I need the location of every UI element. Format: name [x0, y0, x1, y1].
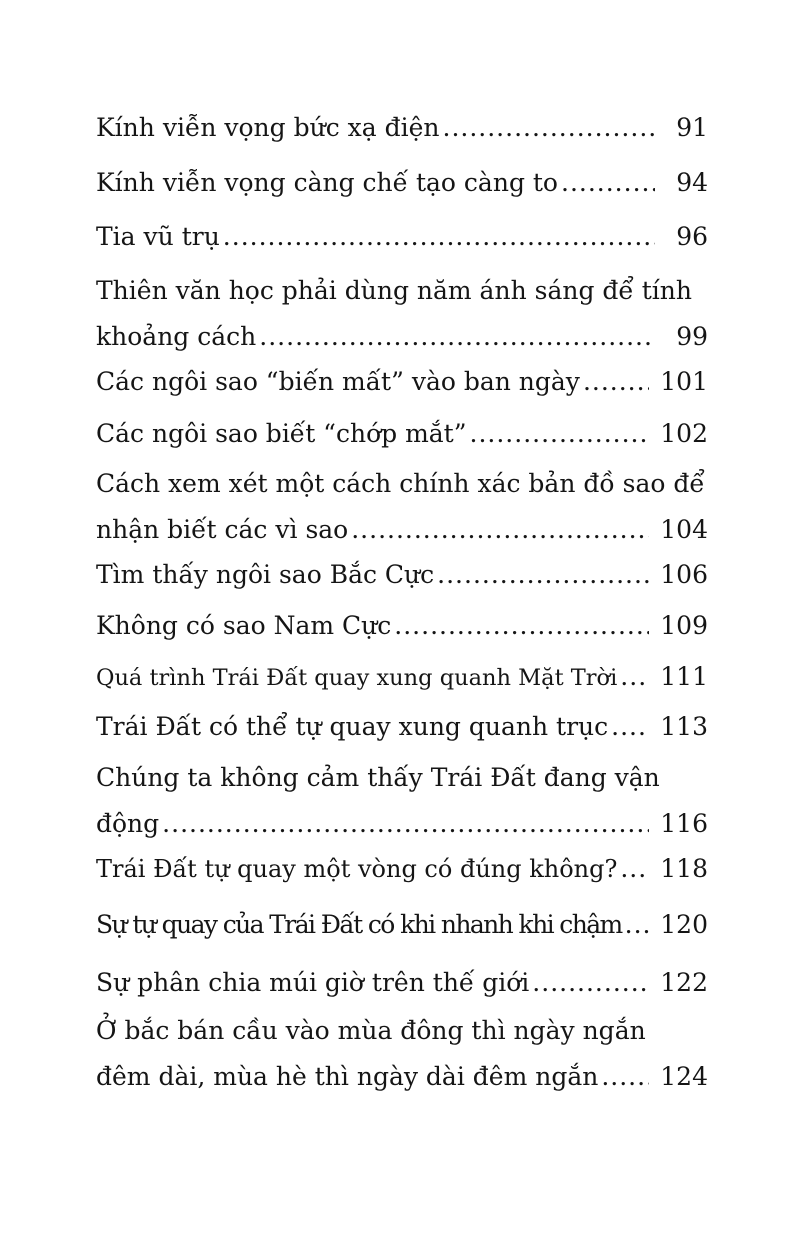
- toc-leader-dots: [394, 603, 649, 649]
- toc-line: [96, 801, 708, 847]
- toc-page-number: 116: [660, 809, 708, 838]
- toc-entry-title: Chúng ta không cảm thấy Trái Đất đang vận: [96, 763, 660, 792]
- toc-entry-title: Ở bắc bán cầu vào mùa đông thì ngày ngắn: [96, 1016, 646, 1045]
- toc-line: [96, 411, 708, 457]
- toc-line: [96, 1054, 708, 1100]
- toc-page-number: 113: [660, 712, 708, 741]
- toc-entry-title: Không có sao Nam Cực: [96, 611, 392, 640]
- toc-line: [96, 105, 708, 151]
- toc-line: [96, 902, 708, 948]
- toc-entry-title: Các ngôi sao “biến mất” vào ban ngày: [96, 367, 580, 396]
- toc-leader-dots: [437, 552, 649, 598]
- toc-line: [96, 1008, 708, 1054]
- toc-entry-title: Cách xem xét một cách chính xác bản đồ sao để: [96, 469, 705, 498]
- toc-leader-dots: [162, 801, 649, 847]
- toc-entry-title: Thiên văn học phải dùng năm ánh sáng để tính: [96, 276, 692, 305]
- toc-entry-title: Trái Đất có thể tự quay xung quanh trục: [96, 712, 609, 741]
- toc-entry[interactable]: [96, 552, 708, 598]
- toc-entry[interactable]: [96, 411, 708, 457]
- toc-leader-dots: [620, 654, 649, 700]
- toc-line: [96, 960, 708, 1006]
- toc-leader-dots: [443, 105, 656, 151]
- toc-line: [96, 359, 708, 405]
- toc-entry[interactable]: [96, 603, 708, 649]
- toc-entry[interactable]: [96, 214, 708, 260]
- toc-entry-title: Kính viễn vọng bức xạ điện: [96, 113, 440, 142]
- toc-page-number: 122: [660, 968, 708, 997]
- toc-entry[interactable]: [96, 902, 708, 948]
- toc-line: [96, 214, 708, 260]
- toc-entry-title: Sự phân chia múi giờ trên thế giới: [96, 968, 530, 997]
- toc-entry-title: Quá trình Trái Đất quay xung quanh Mặt Trời: [96, 665, 618, 691]
- toc-entry-title: Tìm thấy ngôi sao Bắc Cực: [96, 560, 435, 589]
- toc-page-number: 118: [660, 854, 708, 883]
- toc-entry-title: Tia vũ trụ: [96, 222, 220, 251]
- toc-line: [96, 552, 708, 598]
- toc-entry-title: động: [96, 809, 160, 838]
- toc-page-number: 106: [660, 560, 708, 589]
- toc-page-number: 99: [676, 322, 708, 351]
- toc-line: [96, 603, 708, 649]
- toc-leader-dots: [561, 160, 655, 206]
- toc-entry[interactable]: [96, 704, 708, 750]
- toc-line: [96, 461, 708, 507]
- toc-entry-title: khoảng cách: [96, 322, 257, 351]
- toc-page-number: 109: [660, 611, 708, 640]
- toc-page-number: 102: [660, 419, 708, 448]
- toc-page-number: 120: [660, 910, 708, 939]
- toc-entry-title: Sự tự quay của Trái Đất có khi nhanh khi chậm: [96, 910, 622, 939]
- toc-entry[interactable]: [96, 268, 708, 360]
- toc-entry-title: Các ngôi sao biết “chớp mắt”: [96, 419, 467, 448]
- toc-page-number: 91: [676, 113, 708, 142]
- toc-leader-dots: [620, 846, 649, 892]
- toc-entry[interactable]: [96, 960, 708, 1006]
- toc-line: [96, 160, 708, 206]
- toc-line: [96, 654, 708, 700]
- toc-leader-dots: [259, 314, 655, 360]
- toc-leader-dots: [625, 902, 650, 948]
- toc-entry[interactable]: [96, 461, 708, 553]
- toc-line: [96, 268, 708, 314]
- toc-leader-dots: [351, 507, 649, 553]
- toc-page-number: 101: [660, 367, 708, 396]
- toc-leader-dots: [601, 1054, 649, 1100]
- toc-entry[interactable]: [96, 1008, 708, 1100]
- toc-entry[interactable]: [96, 359, 708, 405]
- toc-entry-title: nhận biết các vì sao: [96, 515, 349, 544]
- toc-page-number: 94: [676, 168, 708, 197]
- toc-leader-dots: [223, 214, 655, 260]
- toc-leader-dots: [611, 704, 649, 750]
- toc-page-number: 124: [660, 1062, 708, 1091]
- toc-line: [96, 755, 708, 801]
- toc-line: [96, 846, 708, 892]
- toc-page-number: 96: [676, 222, 708, 251]
- toc-entry[interactable]: [96, 654, 708, 700]
- toc-line: [96, 314, 708, 360]
- toc-entry-title: Trái Đất tự quay một vòng có đúng không?: [96, 855, 618, 883]
- toc-entry[interactable]: [96, 755, 708, 847]
- toc-page-number: 104: [660, 515, 708, 544]
- toc-line: [96, 507, 708, 553]
- toc-leader-dots: [583, 359, 649, 405]
- toc-entry-title: đêm dài, mùa hè thì ngày dài đêm ngắn: [96, 1062, 599, 1091]
- toc-page-number: 111: [660, 662, 708, 691]
- toc-entry[interactable]: [96, 105, 708, 151]
- toc-leader-dots: [532, 960, 649, 1006]
- toc-line: [96, 704, 708, 750]
- toc-entry[interactable]: [96, 160, 708, 206]
- toc-leader-dots: [470, 411, 650, 457]
- toc-entry[interactable]: [96, 846, 708, 892]
- toc-entry-title: Kính viễn vọng càng chế tạo càng to: [96, 168, 558, 197]
